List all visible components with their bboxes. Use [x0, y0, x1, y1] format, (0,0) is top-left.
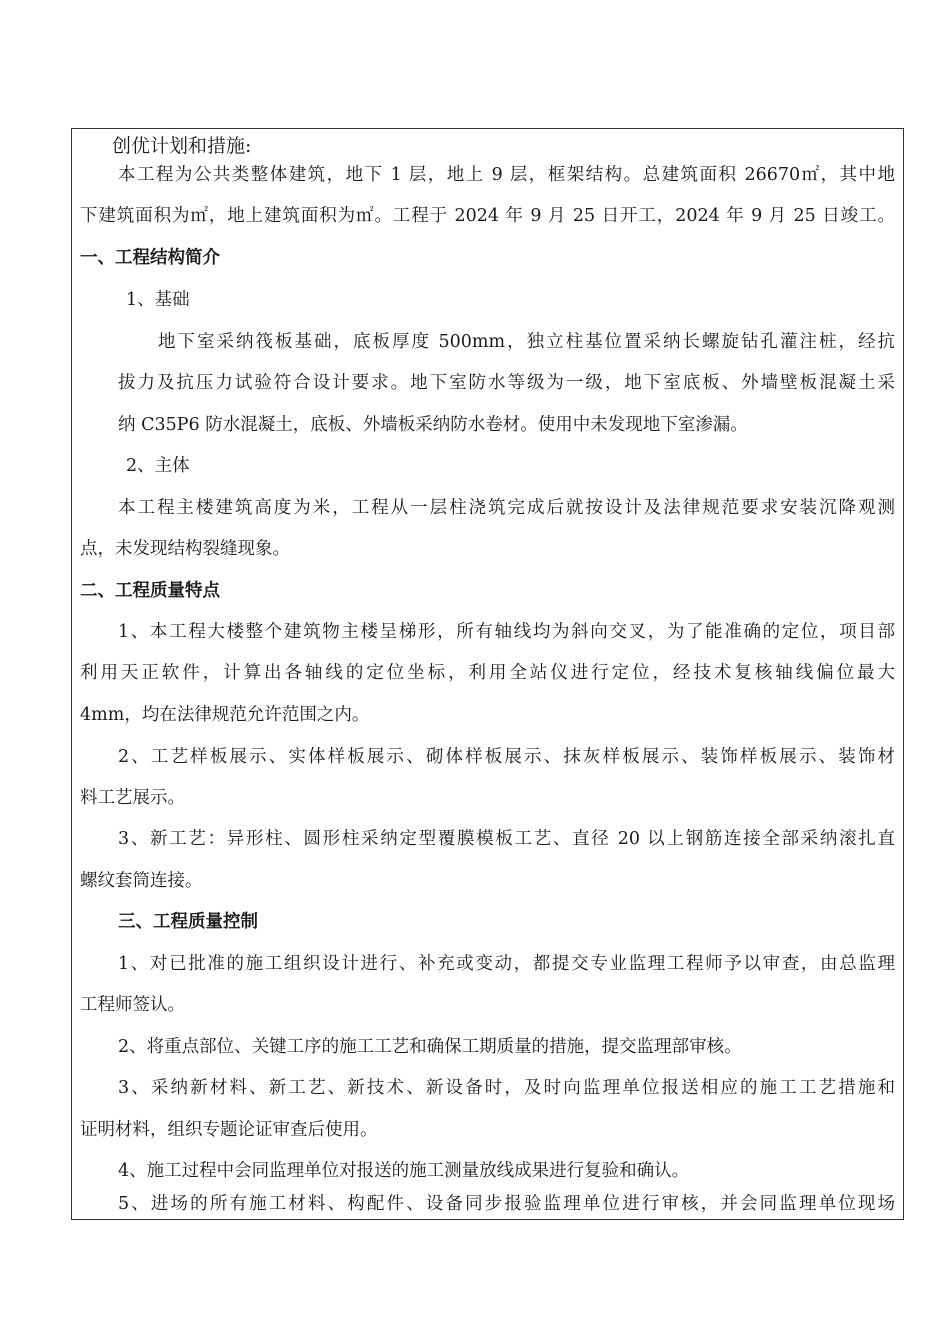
heading-3: 三、工程质量控制 — [118, 912, 258, 932]
subheading: 2、主体 — [126, 456, 190, 476]
paragraph-line: 本工程为公共类整体建筑，地下 1 层，地上 9 层，框架结构。总建筑面积 26670㎡，其中地 — [118, 165, 895, 185]
paragraph-line: 下建筑面积为㎡，地上建筑面积为㎡。工程于 2024 年 9 月 25 日开工，2024 年 9 月 25 日竣工。 — [80, 206, 895, 226]
document-frame — [71, 128, 904, 1220]
subheading: 1、基础 — [126, 290, 190, 310]
paragraph-line: 2、将重点部位、关键工序的施工工艺和确保工期质量的措施，提交监理部审核。 — [118, 1037, 742, 1057]
paragraph-line: 纳 C35P6 防水混凝土，底板、外墙板采纳防水卷材。使用中未发现地下室渗漏。 — [118, 415, 748, 435]
paragraph-line: 工程师签认。 — [80, 995, 185, 1015]
paragraph-line: 利用天正软件，计算出各轴线的定位坐标，利用全站仪进行定位，经技术复核轴线偏位最大 — [80, 663, 895, 683]
heading-2: 二、工程质量特点 — [80, 581, 220, 601]
paragraph-line: 3、新工艺：异形柱、圆形柱采纳定型覆膜模板工艺、直径 20 以上钢筋连接全部采纳滚扎直 — [118, 829, 895, 849]
paragraph-line: 点，未发现结构裂缝现象。 — [80, 539, 290, 559]
paragraph-line: 4mm，均在法律规范允许范围之内。 — [80, 705, 370, 725]
paragraph-line: 4、施工过程中会同监理单位对报送的施工测量放线成果进行复验和确认。 — [118, 1161, 690, 1181]
paragraph-line: 1、本工程大楼整个建筑物主楼呈梯形，所有轴线均为斜向交叉，为了能准确的定位，项目部 — [118, 622, 895, 642]
paragraph-line: 料工艺展示。 — [80, 788, 185, 808]
paragraph-line: 证明材料，组织专题论证审查后使用。 — [80, 1120, 378, 1140]
paragraph-line: 螺纹套筒连接。 — [80, 871, 203, 891]
section-title: 创优计划和措施: — [112, 135, 252, 157]
paragraph-line: 拔力及抗压力试验符合设计要求。地下室防水等级为一级，地下室底板、外墙壁板混凝土采 — [118, 373, 895, 393]
paragraph-line: 地下室采纳筏板基础，底板厚度 500mm，独立柱基位置采纳长螺旋钻孔灌注桩，经抗 — [158, 332, 895, 352]
paragraph-line: 2、工艺样板展示、实体样板展示、砌体样板展示、抹灰样板展示、装饰样板展示、装饰材 — [118, 747, 895, 767]
paragraph-line: 本工程主楼建筑高度为米，工程从一层柱浇筑完成后就按设计及法律规范要求安装沉降观测 — [118, 498, 895, 518]
paragraph-line: 5、进场的所有施工材料、构配件、设备同步报验监理单位进行审核，并会同监理单位现场 — [118, 1194, 895, 1214]
paragraph-line: 1、对已批准的施工组织设计进行、补充或变动，都提交专业监理工程师予以审查，由总监理 — [118, 954, 895, 974]
paragraph-line: 3、采纳新材料、新工艺、新技术、新设备时，及时向监理单位报送相应的施工工艺措施和 — [118, 1078, 895, 1098]
heading-1: 一、工程结构简介 — [80, 248, 220, 268]
